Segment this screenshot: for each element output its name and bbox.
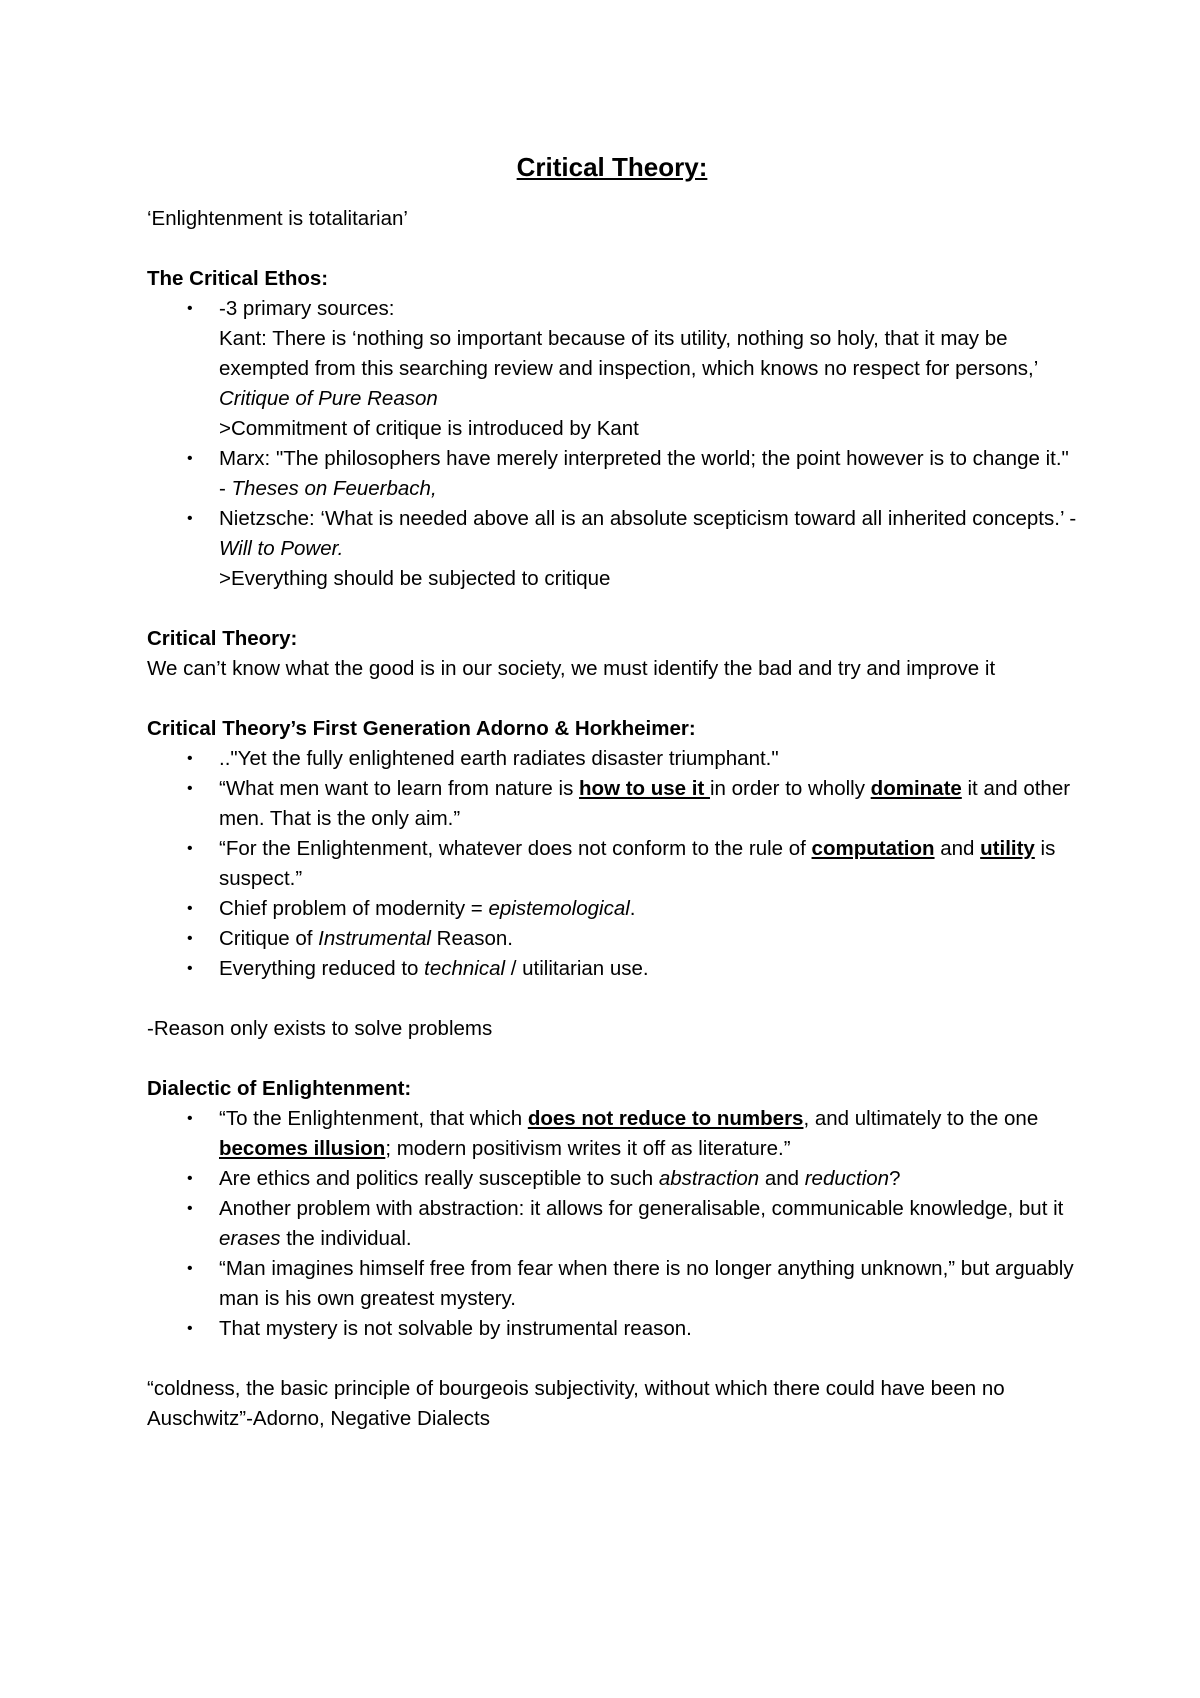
list-item (147, 1164, 1077, 1194)
item-text: , and ultimately to the one (803, 1107, 1039, 1130)
item-text: in order to wholly (710, 777, 871, 800)
list-item (147, 294, 1077, 444)
bullet-icon: • (187, 960, 193, 977)
spacer (147, 984, 1077, 1014)
spacer (147, 234, 1077, 264)
item-lead: -3 primary sources: (219, 297, 395, 320)
item-text: Chief problem of modernity = (219, 897, 489, 920)
item-text: Another problem with abstraction: it allows for generalisable, communicable knowledge, but it (219, 1197, 1064, 1220)
spacer (147, 1344, 1077, 1374)
item-text: “To the Enlightenment, that which (219, 1107, 528, 1130)
item-text: and (759, 1167, 805, 1190)
list-item (147, 894, 1077, 924)
bullet-icon: • (187, 300, 193, 317)
section-heading: Dialectic of Enlightenment: (147, 1077, 412, 1100)
bullet-list (147, 1104, 1077, 1344)
closing-quote: “coldness, the basic principle of bourgeois subjectivity, without which there could have been no Auschwitz”-Adorno, Negative Dialects (147, 1377, 1005, 1430)
italic-text: epistemological (488, 897, 630, 920)
bullet-icon: • (187, 750, 193, 767)
emphasis-text: becomes illusion (219, 1137, 386, 1160)
italic-text: technical (424, 957, 506, 980)
emphasis-text: utility (980, 837, 1035, 860)
item-text: and (934, 837, 981, 860)
list-item (147, 924, 1077, 954)
bullet-list (147, 294, 1077, 594)
bullet-icon: • (187, 840, 193, 857)
list-item (147, 774, 1077, 834)
section-text: We can’t know what the good is in our society, we must identify the bad and try and improve it (147, 657, 996, 680)
document-page (147, 150, 1077, 1434)
dialectic-section (147, 1074, 1077, 1344)
list-item (147, 444, 1077, 504)
critical-theory-section (147, 624, 1077, 684)
document-title: Critical Theory: (516, 152, 708, 182)
nietzsche-text: Nietzsche: ‘What is needed above all is an absolute scepticism toward all inherited concepts.’ - (219, 507, 1077, 530)
reason-note: -Reason only exists to solve problems (147, 1017, 493, 1040)
critical-ethos-section (147, 264, 1077, 594)
bullet-icon: • (187, 1200, 193, 1217)
bullet-icon: • (187, 1320, 193, 1337)
kant-quote (219, 324, 1077, 414)
kant-text: Kant: There is ‘nothing so important because of its utility, nothing so holy, that it may be exempted from this searching review and inspection, which knows no respect for persons,’ (219, 327, 1038, 380)
item-text: Are ethics and politics really susceptible to such (219, 1167, 659, 1190)
list-item (147, 744, 1077, 774)
item-text: ? (889, 1167, 901, 1190)
section-heading: The Critical Ethos: (147, 267, 329, 290)
nietzsche-source: Will to Power. (219, 537, 344, 560)
item-text: it and other men. That is the only aim.” (219, 777, 1071, 830)
list-item (147, 1104, 1077, 1164)
item-text: .."Yet the fully enlightened earth radiates disaster triumphant." (219, 747, 779, 770)
list-item (147, 504, 1077, 594)
nietzsche-note: >Everything should be subjected to critique (219, 567, 611, 590)
item-text: / utilitarian use. (505, 957, 649, 980)
spacer (147, 684, 1077, 714)
item-text: That mystery is not solvable by instrumental reason. (219, 1317, 692, 1340)
marx-source: Theses on Feuerbach, (231, 477, 437, 500)
bullet-icon: • (187, 1260, 193, 1277)
item-text: . (629, 897, 636, 920)
item-text: the individual. (280, 1227, 412, 1250)
bullet-icon: • (187, 780, 193, 797)
list-item (147, 1314, 1077, 1344)
item-text: is suspect.” (219, 837, 1056, 890)
section-heading: Critical Theory’s First Generation Adorno & Horkheimer: (147, 717, 696, 740)
bullet-icon: • (187, 1170, 193, 1187)
italic-text: Instrumental (318, 927, 431, 950)
emphasis-text: does not reduce to numbers (527, 1107, 804, 1130)
first-generation-section (147, 714, 1077, 984)
bullet-icon: • (187, 450, 193, 467)
section-heading: Critical Theory: (147, 627, 298, 650)
item-text: Critique of (219, 927, 319, 950)
marx-text: Marx: "The philosophers have merely interpreted the world; the point however is to change it." - (219, 447, 1069, 500)
spacer (147, 594, 1077, 624)
item-text: Everything reduced to (219, 957, 425, 980)
bullet-icon: • (187, 930, 193, 947)
item-text: “What men want to learn from nature is (219, 777, 580, 800)
kant-source: Critique of Pure Reason (219, 387, 438, 410)
italic-text: reduction (804, 1167, 890, 1190)
bullet-icon: • (187, 1110, 193, 1127)
item-text: ; modern positivism writes it off as literature.” (385, 1137, 791, 1160)
list-item (147, 1254, 1077, 1314)
spacer (147, 1044, 1077, 1074)
list-item (147, 954, 1077, 984)
item-text: Reason. (430, 927, 514, 950)
list-item (147, 834, 1077, 894)
emphasis-text: how to use it (579, 777, 710, 800)
bullet-list (147, 744, 1077, 984)
bullet-icon: • (187, 900, 193, 917)
italic-text: erases (219, 1227, 281, 1250)
italic-text: abstraction (658, 1167, 760, 1190)
emphasis-text: dominate (870, 777, 962, 800)
item-text: “For the Enlightenment, whatever does not conform to the rule of (219, 837, 812, 860)
bullet-icon: • (187, 510, 193, 527)
kant-note: >Commitment of critique is introduced by Kant (219, 417, 639, 440)
item-text: “Man imagines himself free from fear when there is no longer anything unknown,” but arguably man is his own greatest mystery. (219, 1257, 1074, 1310)
emphasis-text: computation (811, 837, 935, 860)
tagline: ‘Enlightenment is totalitarian’ (147, 207, 408, 230)
list-item (147, 1194, 1077, 1254)
